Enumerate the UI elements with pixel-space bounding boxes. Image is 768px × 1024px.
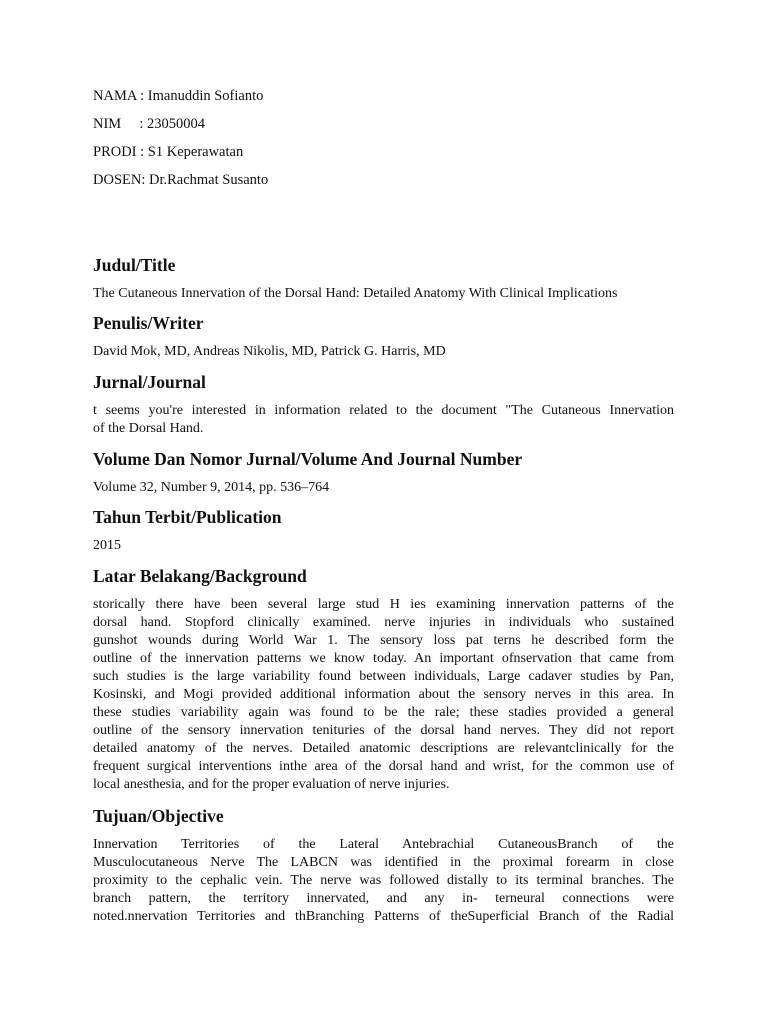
publication-year: 2015 xyxy=(93,538,121,553)
writer-text: David Mok, MD, Andreas Nikolis, MD, Patrick G. Harris, MD xyxy=(93,344,446,359)
journal-heading: Jurnal/Journal xyxy=(93,372,206,392)
objective-line: branch pattern, the territory innervated, and any in- terneural connections were xyxy=(93,891,674,906)
student-name-line: NAMA : Imanuddin Sofianto xyxy=(93,88,264,104)
volume-text: Volume 32, Number 9, 2014, pp. 536–764 xyxy=(93,480,330,495)
volume-heading: Volume Dan Nomor Jurnal/Volume And Journal Number xyxy=(93,449,523,469)
objective-line: noted.nnervation Territories and thBranching Patterns of theSuperficial Branch of the Radial xyxy=(93,909,674,924)
writer-heading: Penulis/Writer xyxy=(93,313,204,333)
title-heading: Judul/Title xyxy=(93,255,176,275)
background-line: frequent surgical interventions inthe area of the dorsal hand and wrist, for the common use of xyxy=(93,759,674,774)
background-line: outline of the innervation patterns we know today. An important ofnservation that came from xyxy=(93,651,674,666)
publication-heading: Tahun Terbit/Publication xyxy=(93,507,282,527)
journal-line: t seems you're interested in information related to the document "The Cutaneous Innervation xyxy=(93,403,674,418)
background-line: outline of the sensory innervation tenituries of the dorsal hand nerves. They did not report xyxy=(93,723,674,738)
background-line: detailed anatomy of the nerves. Detailed anatomic descriptions are relevantclinically for the xyxy=(93,741,674,756)
background-line: local anesthesia, and for the proper evaluation of nerve injuries. xyxy=(93,777,450,792)
objective-paragraph xyxy=(93,836,674,926)
journal-paragraph xyxy=(93,402,674,438)
background-line: dorsal hand. Stopford clinically examined. nerve injuries in individuals who sustained xyxy=(93,615,674,630)
background-line: gunshot wounds during World War 1. The sensory loss pat terns he described form the xyxy=(93,633,674,648)
student-nim-line: NIM : 23050004 xyxy=(93,116,205,132)
objective-line: Musculocutaneous Nerve The LABCN was identified in the proximal forearm in close xyxy=(93,855,674,870)
background-line: storically there have been several large stud H ies examining innervation patterns of the xyxy=(93,597,674,612)
title-text: The Cutaneous Innervation of the Dorsal Hand: Detailed Anatomy With Clinical Implications xyxy=(93,286,618,301)
background-line: Kosinski, and Mogi provided additional information about the sensory nerves in this area. In xyxy=(93,687,674,702)
background-line: these studies variability again was found to be the rale; these stadies provided a general xyxy=(93,705,674,720)
objective-line: proximity to the cephalic vein. The nerve was followed distally to its terminal branches. The xyxy=(93,873,674,888)
lecturer-line: DOSEN: Dr.Rachmat Susanto xyxy=(93,172,269,188)
objective-line: Innervation Territories of the Lateral Antebrachial CutaneousBranch of the xyxy=(93,837,674,852)
background-heading: Latar Belakang/Background xyxy=(93,566,307,586)
objective-heading: Tujuan/Objective xyxy=(93,806,224,826)
study-program-line: PRODI : S1 Keperawatan xyxy=(93,144,244,160)
journal-line: of the Dorsal Hand. xyxy=(93,421,204,436)
background-line: such studies is the large variability found between individuals, Large cadaver studies by Pan, xyxy=(93,669,674,684)
background-paragraph xyxy=(93,596,674,794)
